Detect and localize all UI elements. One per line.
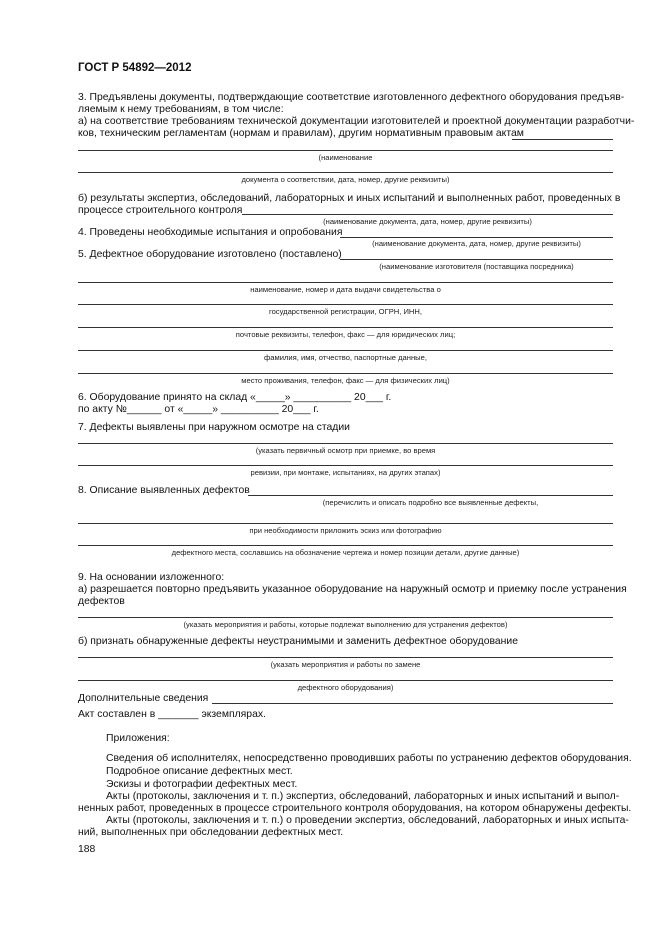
s5-text: 5. Дефектное оборудование изготовлено (поставлено) — [78, 249, 342, 260]
s6-line1: 6. Оборудование принято на склад «_____» __________ 20___ г. — [78, 392, 392, 403]
fill-line — [78, 545, 613, 546]
s9-a-line2: дефектов — [78, 596, 125, 607]
appendix-item: Сведения об исполнителях, непосредственно проводивших работы по устранению дефектов оборудования. — [106, 753, 632, 764]
fill-line — [340, 237, 613, 238]
fill-line — [78, 327, 613, 328]
caption: наименование, номер и дата выдачи свидетельства о — [250, 285, 441, 294]
fill-line — [78, 350, 613, 351]
s4-text: 4. Проведены необходимые испытания и опробования — [78, 227, 343, 238]
act-copies: Акт составлен в _______ экземплярах. — [78, 709, 266, 720]
s9-a-line1: а) разрешается повторно предъявить указанное оборудование на наружный осмотр и приемку после устранения — [78, 584, 627, 595]
fill-line — [78, 373, 613, 374]
fill-line — [78, 657, 613, 658]
fill-line — [78, 523, 613, 524]
s8-text: 8. Описание выявленных дефектов — [78, 485, 250, 496]
caption: (перечислить и описать подробно все выявленные дефекты, — [322, 498, 539, 507]
appendix-item: Эскизы и фотографии дефектных мест. — [106, 779, 298, 790]
extra-info-label: Дополнительные сведения — [78, 693, 209, 704]
caption: (указать мероприятия и работы, которые подлежат выполнению для устранения дефектов) — [183, 620, 508, 629]
caption: фамилия, имя, отчество, паспортные данные, — [264, 353, 427, 362]
appendix-item: Акты (протоколы, заключения и т. п.) о проведении экспертиз, обследований, лабораторных и иных испыта- — [106, 815, 629, 826]
s9-b: б) признать обнаруженные дефекты неустранимыми и заменить дефектное оборудование — [78, 636, 519, 647]
fill-line — [78, 680, 613, 681]
fill-line — [78, 172, 613, 173]
s7-text: 7. Дефекты выявлены при наружном осмотре на стадии — [78, 422, 350, 433]
fill-line — [78, 282, 613, 283]
fill-line — [78, 304, 613, 305]
caption: (указать первичный осмотр при приемке, во время — [255, 446, 436, 455]
appendix-item: ненных работ, проведенных в процессе строительного контроля оборудования, на котором обнаружены дефекты. — [78, 803, 632, 814]
s9-text: 9. На основании изложенного: — [78, 572, 225, 583]
caption: ревизии, при монтаже, испытаниях, на других этапах) — [250, 468, 441, 477]
caption: почтовые реквизиты, телефон, факс — для юридических лиц; — [235, 330, 456, 339]
appendix-item: ний, выполненных при обследовании дефектных мест. — [78, 827, 344, 838]
fill-line — [242, 214, 613, 215]
fill-line — [78, 443, 613, 444]
s3-b-line1: б) результаты экспертиз, обследований, лабораторных и иных испытаний и выполненных работ, проведенных в — [78, 193, 621, 204]
caption: (наименование документа, дата, номер, другие реквизиты) — [323, 217, 532, 226]
caption: место проживания, телефон, факс — для физических лиц) — [241, 376, 450, 385]
caption: дефектного места, сославшись на обозначение чертежа и номер позиции детали, другие данные) — [171, 548, 520, 557]
appendix-item: Акты (протоколы, заключения и т. п.) экспертиз, обследований, лабораторных и иных испытаний и выпол- — [106, 791, 620, 802]
s3-line1: 3. Предъявлены документы, подтверждающие соответствие изготовленного дефектного оборудования предъяв- — [78, 92, 625, 103]
s3-b-line2: процессе строительного контроля — [78, 205, 243, 216]
fill-line — [78, 465, 613, 466]
s6-line2: по акту №______ от «_____» __________ 20___ г. — [78, 404, 319, 415]
caption: (наименование документа, дата, номер, другие реквизиты) — [372, 239, 581, 248]
caption: (наименование изготовителя (поставщика посредника) — [379, 262, 574, 271]
document-header: ГОСТ Р 54892—2012 — [78, 62, 192, 74]
appendix-item: Подробное описание дефектных мест. — [106, 766, 293, 777]
fill-line — [78, 150, 613, 151]
fill-line — [512, 139, 613, 140]
caption: (наименование — [318, 153, 373, 162]
fill-line — [212, 703, 613, 704]
appendix-title: Приложения: — [106, 733, 170, 744]
s3-line2: ляемым к нему требованиям, в том числе: — [78, 104, 284, 115]
caption: дефектного оборудования) — [297, 683, 394, 692]
caption: (указать мероприятия и работы по замене — [270, 660, 421, 669]
caption: документа о соответствии, дата, номер, другие реквизиты) — [241, 175, 450, 184]
page-number: 188 — [78, 844, 96, 855]
fill-line — [78, 617, 613, 618]
caption: государственной регистрации, ОГРН, ИНН, — [268, 307, 422, 316]
fill-line — [248, 495, 613, 496]
s3-a-line2: ков, техническим регламентам (нормам и правилам), другим нормативным правовым актам — [78, 128, 524, 139]
caption: при необходимости приложить эскиз или фотографию — [249, 526, 442, 535]
fill-line — [340, 259, 613, 260]
s3-a-line1: а) на соответствие требованиям технической документации изготовителей и проектной документации разработчи- — [78, 116, 635, 127]
